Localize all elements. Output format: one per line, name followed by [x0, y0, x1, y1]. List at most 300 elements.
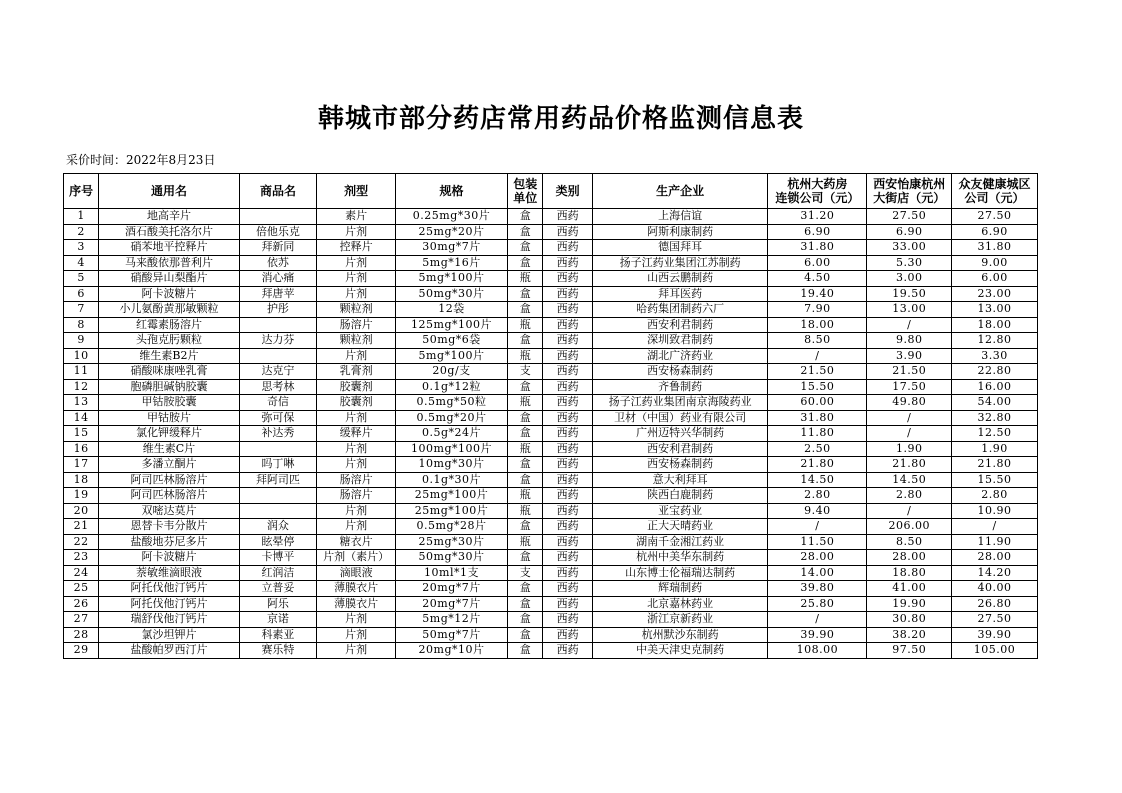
brand-name-cell: 拜新同: [239, 240, 317, 256]
manufacturer-cell: 亚宝药业: [592, 503, 768, 519]
dosage-form-cell: 滴眼液: [317, 565, 396, 581]
category-cell: 西药: [543, 348, 592, 364]
price-xian-yikang-cell: 206.00: [867, 519, 952, 535]
table-row: [64, 240, 1038, 256]
price-zhongyou-health-cell: 22.80: [952, 364, 1038, 380]
dosage-form-cell: 片剂: [317, 224, 396, 240]
specification-cell: 25mg*30片: [396, 534, 508, 550]
manufacturer-cell: 扬子江药业集团江苏制药: [592, 255, 768, 271]
price-zhongyou-health-cell: 3.30: [952, 348, 1038, 364]
manufacturer-cell: 北京嘉林药业: [592, 596, 768, 612]
row-number-cell: 25: [64, 581, 99, 597]
generic-name-cell: 双嘧达莫片: [99, 503, 239, 519]
generic-name-cell: 头孢克肟颗粒: [99, 333, 239, 349]
price-hangzhou-pharmacy-cell: 39.80: [768, 581, 867, 597]
price-xian-yikang-cell: /: [867, 410, 952, 426]
package-unit-cell: 瓶: [508, 503, 543, 519]
row-number-cell: 3: [64, 240, 99, 256]
brand-name-cell: 达克宁: [239, 364, 317, 380]
price-zhongyou-health-cell: 11.90: [952, 534, 1038, 550]
table-row: [64, 627, 1038, 643]
specification-cell: 20mg*7片: [396, 581, 508, 597]
column-header: 西安怡康杭州 大街店（元）: [867, 174, 952, 209]
dosage-form-cell: 薄膜衣片: [317, 596, 396, 612]
specification-cell: 5mg*100片: [396, 348, 508, 364]
column-header: 通用名: [99, 174, 239, 209]
price-zhongyou-health-cell: 14.20: [952, 565, 1038, 581]
manufacturer-cell: 西安利君制药: [592, 441, 768, 457]
price-hangzhou-pharmacy-cell: 18.00: [768, 317, 867, 333]
package-unit-cell: 盒: [508, 519, 543, 535]
package-unit-cell: 盒: [508, 550, 543, 566]
specification-cell: 10ml*1支: [396, 565, 508, 581]
category-cell: 西药: [543, 302, 592, 318]
row-number-cell: 11: [64, 364, 99, 380]
generic-name-cell: 地高辛片: [99, 209, 239, 225]
brand-name-cell: 达力芬: [239, 333, 317, 349]
generic-name-cell: 瑞舒伐他汀钙片: [99, 612, 239, 628]
price-table: [63, 173, 1038, 659]
specification-cell: 5mg*100片: [396, 271, 508, 287]
dosage-form-cell: 片剂（素片）: [317, 550, 396, 566]
dosage-form-cell: 颗粒剂: [317, 333, 396, 349]
specification-cell: 10mg*30片: [396, 457, 508, 473]
category-cell: 西药: [543, 643, 592, 659]
package-unit-cell: 盒: [508, 581, 543, 597]
generic-name-cell: 维生素C片: [99, 441, 239, 457]
category-cell: 西药: [543, 286, 592, 302]
brand-name-cell: 消心痛: [239, 271, 317, 287]
price-xian-yikang-cell: 2.80: [867, 488, 952, 504]
dosage-form-cell: 肠溶片: [317, 488, 396, 504]
category-cell: 西药: [543, 581, 592, 597]
manufacturer-cell: 西安利君制药: [592, 317, 768, 333]
dosage-form-cell: 缓释片: [317, 426, 396, 442]
package-unit-cell: 盒: [508, 302, 543, 318]
price-hangzhou-pharmacy-cell: 60.00: [768, 395, 867, 411]
brand-name-cell: 阿乐: [239, 596, 317, 612]
manufacturer-cell: 上海信谊: [592, 209, 768, 225]
specification-cell: 5mg*12片: [396, 612, 508, 628]
row-number-cell: 9: [64, 333, 99, 349]
price-zhongyou-health-cell: 39.90: [952, 627, 1038, 643]
row-number-cell: 23: [64, 550, 99, 566]
row-number-cell: 29: [64, 643, 99, 659]
package-unit-cell: 盒: [508, 286, 543, 302]
generic-name-cell: 多潘立酮片: [99, 457, 239, 473]
brand-name-cell: 赛乐特: [239, 643, 317, 659]
package-unit-cell: 盒: [508, 596, 543, 612]
price-xian-yikang-cell: 1.90: [867, 441, 952, 457]
price-zhongyou-health-cell: 31.80: [952, 240, 1038, 256]
dosage-form-cell: 片剂: [317, 503, 396, 519]
specification-cell: 50mg*6袋: [396, 333, 508, 349]
row-number-cell: 12: [64, 379, 99, 395]
dosage-form-cell: 片剂: [317, 410, 396, 426]
table-row: [64, 457, 1038, 473]
manufacturer-cell: 陕西白鹿制药: [592, 488, 768, 504]
price-xian-yikang-cell: 5.30: [867, 255, 952, 271]
table-row: [64, 519, 1038, 535]
package-unit-cell: 盒: [508, 333, 543, 349]
price-xian-yikang-cell: 14.50: [867, 472, 952, 488]
category-cell: 西药: [543, 503, 592, 519]
manufacturer-cell: 湖北广济药业: [592, 348, 768, 364]
manufacturer-cell: 中美天津史克制药: [592, 643, 768, 659]
specification-cell: 0.5mg*50粒: [396, 395, 508, 411]
dosage-form-cell: 片剂: [317, 612, 396, 628]
package-unit-cell: 盒: [508, 643, 543, 659]
price-hangzhou-pharmacy-cell: 7.90: [768, 302, 867, 318]
generic-name-cell: 胞磷胆碱钠胶囊: [99, 379, 239, 395]
price-hangzhou-pharmacy-cell: 39.90: [768, 627, 867, 643]
table-row: [64, 379, 1038, 395]
dosage-form-cell: 片剂: [317, 255, 396, 271]
price-xian-yikang-cell: 21.80: [867, 457, 952, 473]
package-unit-cell: 盒: [508, 240, 543, 256]
price-zhongyou-health-cell: 26.80: [952, 596, 1038, 612]
dosage-form-cell: 片剂: [317, 457, 396, 473]
table-row: [64, 565, 1038, 581]
price-xian-yikang-cell: 21.50: [867, 364, 952, 380]
price-xian-yikang-cell: 19.50: [867, 286, 952, 302]
price-xian-yikang-cell: 13.00: [867, 302, 952, 318]
brand-name-cell: [239, 209, 317, 225]
package-unit-cell: 瓶: [508, 348, 543, 364]
manufacturer-cell: 山西云鹏制药: [592, 271, 768, 287]
specification-cell: 100mg*100片: [396, 441, 508, 457]
price-zhongyou-health-cell: 27.50: [952, 612, 1038, 628]
brand-name-cell: 卡博平: [239, 550, 317, 566]
table-row: [64, 488, 1038, 504]
package-unit-cell: 盒: [508, 612, 543, 628]
price-xian-yikang-cell: /: [867, 503, 952, 519]
dosage-form-cell: 片剂: [317, 519, 396, 535]
brand-name-cell: 思考林: [239, 379, 317, 395]
dosage-form-cell: 乳膏剂: [317, 364, 396, 380]
generic-name-cell: 阿托伐他汀钙片: [99, 581, 239, 597]
price-zhongyou-health-cell: 54.00: [952, 395, 1038, 411]
manufacturer-cell: 浙江京新药业: [592, 612, 768, 628]
price-hangzhou-pharmacy-cell: 14.00: [768, 565, 867, 581]
package-unit-cell: 盒: [508, 426, 543, 442]
specification-cell: 12袋: [396, 302, 508, 318]
package-unit-cell: 瓶: [508, 271, 543, 287]
dosage-form-cell: 片剂: [317, 271, 396, 287]
generic-name-cell: 恩替卡韦分散片: [99, 519, 239, 535]
generic-name-cell: 氯化钾缓释片: [99, 426, 239, 442]
generic-name-cell: 阿托伐他汀钙片: [99, 596, 239, 612]
row-number-cell: 14: [64, 410, 99, 426]
row-number-cell: 24: [64, 565, 99, 581]
generic-name-cell: 小儿氨酚黄那敏颗粒: [99, 302, 239, 318]
price-zhongyou-health-cell: 1.90: [952, 441, 1038, 457]
brand-name-cell: [239, 348, 317, 364]
specification-cell: 125mg*100片: [396, 317, 508, 333]
row-number-cell: 1: [64, 209, 99, 225]
dosage-form-cell: 颗粒剂: [317, 302, 396, 318]
specification-cell: 25mg*100片: [396, 488, 508, 504]
brand-name-cell: 护彤: [239, 302, 317, 318]
package-unit-cell: 盒: [508, 410, 543, 426]
price-hangzhou-pharmacy-cell: 31.80: [768, 240, 867, 256]
dosage-form-cell: 糖衣片: [317, 534, 396, 550]
category-cell: 西药: [543, 612, 592, 628]
price-xian-yikang-cell: 41.00: [867, 581, 952, 597]
price-xian-yikang-cell: 49.80: [867, 395, 952, 411]
price-xian-yikang-cell: /: [867, 426, 952, 442]
price-hangzhou-pharmacy-cell: 31.20: [768, 209, 867, 225]
generic-name-cell: 硝酸异山梨酯片: [99, 271, 239, 287]
generic-name-cell: 阿卡波糖片: [99, 550, 239, 566]
manufacturer-cell: 山东博士伦福瑞达制药: [592, 565, 768, 581]
price-zhongyou-health-cell: 12.50: [952, 426, 1038, 442]
table-row: [64, 317, 1038, 333]
specification-cell: 20g/支: [396, 364, 508, 380]
table-row: [64, 503, 1038, 519]
category-cell: 西药: [543, 333, 592, 349]
generic-name-cell: 酒石酸美托洛尔片: [99, 224, 239, 240]
specification-cell: 50mg*7片: [396, 627, 508, 643]
package-unit-cell: 盒: [508, 457, 543, 473]
category-cell: 西药: [543, 209, 592, 225]
manufacturer-cell: 西安杨森制药: [592, 364, 768, 380]
manufacturer-cell: 杭州中美华东制药: [592, 550, 768, 566]
price-xian-yikang-cell: 28.00: [867, 550, 952, 566]
price-hangzhou-pharmacy-cell: 4.50: [768, 271, 867, 287]
price-zhongyou-health-cell: 23.00: [952, 286, 1038, 302]
column-header: 剂型: [317, 174, 396, 209]
specification-cell: 20mg*10片: [396, 643, 508, 659]
price-hangzhou-pharmacy-cell: 31.80: [768, 410, 867, 426]
category-cell: 西药: [543, 596, 592, 612]
price-hangzhou-pharmacy-cell: 21.50: [768, 364, 867, 380]
price-zhongyou-health-cell: 15.50: [952, 472, 1038, 488]
table-row: [64, 255, 1038, 271]
brand-name-cell: 拜唐苹: [239, 286, 317, 302]
row-number-cell: 16: [64, 441, 99, 457]
specification-cell: 0.5mg*20片: [396, 410, 508, 426]
price-xian-yikang-cell: 3.90: [867, 348, 952, 364]
price-hangzhou-pharmacy-cell: /: [768, 612, 867, 628]
row-number-cell: 19: [64, 488, 99, 504]
manufacturer-cell: 正大天晴药业: [592, 519, 768, 535]
generic-name-cell: 甲钴胺胶囊: [99, 395, 239, 411]
category-cell: 西药: [543, 565, 592, 581]
category-cell: 西药: [543, 364, 592, 380]
dosage-form-cell: 片剂: [317, 286, 396, 302]
generic-name-cell: 硝苯地平控释片: [99, 240, 239, 256]
brand-name-cell: [239, 488, 317, 504]
brand-name-cell: 吗丁啉: [239, 457, 317, 473]
generic-name-cell: 阿司匹林肠溶片: [99, 488, 239, 504]
category-cell: 西药: [543, 224, 592, 240]
dosage-form-cell: 肠溶片: [317, 317, 396, 333]
category-cell: 西药: [543, 379, 592, 395]
table-row: [64, 441, 1038, 457]
package-unit-cell: 盒: [508, 255, 543, 271]
brand-name-cell: [239, 317, 317, 333]
generic-name-cell: 盐酸地芬尼多片: [99, 534, 239, 550]
price-hangzhou-pharmacy-cell: 14.50: [768, 472, 867, 488]
price-hangzhou-pharmacy-cell: 6.90: [768, 224, 867, 240]
price-zhongyou-health-cell: 105.00: [952, 643, 1038, 659]
brand-name-cell: 润众: [239, 519, 317, 535]
category-cell: 西药: [543, 627, 592, 643]
brand-name-cell: 京诺: [239, 612, 317, 628]
row-number-cell: 13: [64, 395, 99, 411]
generic-name-cell: 硝酸咪康唑乳膏: [99, 364, 239, 380]
dosage-form-cell: 胶囊剂: [317, 395, 396, 411]
row-number-cell: 17: [64, 457, 99, 473]
package-unit-cell: 瓶: [508, 441, 543, 457]
row-number-cell: 21: [64, 519, 99, 535]
table-row: [64, 534, 1038, 550]
generic-name-cell: 甲钴胺片: [99, 410, 239, 426]
price-hangzhou-pharmacy-cell: 8.50: [768, 333, 867, 349]
price-xian-yikang-cell: 9.80: [867, 333, 952, 349]
specification-cell: 20mg*7片: [396, 596, 508, 612]
price-xian-yikang-cell: 8.50: [867, 534, 952, 550]
price-xian-yikang-cell: 30.80: [867, 612, 952, 628]
price-zhongyou-health-cell: 16.00: [952, 379, 1038, 395]
column-header: 商品名: [239, 174, 317, 209]
price-zhongyou-health-cell: 21.80: [952, 457, 1038, 473]
dosage-form-cell: 肠溶片: [317, 472, 396, 488]
price-xian-yikang-cell: 3.00: [867, 271, 952, 287]
row-number-cell: 22: [64, 534, 99, 550]
package-unit-cell: 盒: [508, 224, 543, 240]
brand-name-cell: 科素亚: [239, 627, 317, 643]
price-xian-yikang-cell: 19.90: [867, 596, 952, 612]
price-xian-yikang-cell: 38.20: [867, 627, 952, 643]
generic-name-cell: 马来酸依那普利片: [99, 255, 239, 271]
table-row: [64, 581, 1038, 597]
row-number-cell: 15: [64, 426, 99, 442]
brand-name-cell: 红润洁: [239, 565, 317, 581]
manufacturer-cell: 湖南千金湘江药业: [592, 534, 768, 550]
generic-name-cell: 萘敏维滴眼液: [99, 565, 239, 581]
manufacturer-cell: 辉瑞制药: [592, 581, 768, 597]
price-xian-yikang-cell: 97.50: [867, 643, 952, 659]
price-hangzhou-pharmacy-cell: 6.00: [768, 255, 867, 271]
price-hangzhou-pharmacy-cell: 9.40: [768, 503, 867, 519]
manufacturer-cell: 深圳致君制药: [592, 333, 768, 349]
row-number-cell: 7: [64, 302, 99, 318]
price-xian-yikang-cell: 18.80: [867, 565, 952, 581]
package-unit-cell: 瓶: [508, 488, 543, 504]
manufacturer-cell: 扬子江药业集团南京海陵药业: [592, 395, 768, 411]
package-unit-cell: 瓶: [508, 395, 543, 411]
generic-name-cell: 氯沙坦钾片: [99, 627, 239, 643]
specification-cell: 50mg*30片: [396, 286, 508, 302]
table-row: [64, 395, 1038, 411]
brand-name-cell: [239, 503, 317, 519]
dosage-form-cell: 控释片: [317, 240, 396, 256]
price-zhongyou-health-cell: 12.80: [952, 333, 1038, 349]
price-hangzhou-pharmacy-cell: /: [768, 519, 867, 535]
specification-cell: 0.5mg*28片: [396, 519, 508, 535]
specification-cell: 25mg*20片: [396, 224, 508, 240]
price-hangzhou-pharmacy-cell: 108.00: [768, 643, 867, 659]
price-hangzhou-pharmacy-cell: /: [768, 348, 867, 364]
specification-cell: 0.1g*30片: [396, 472, 508, 488]
category-cell: 西药: [543, 240, 592, 256]
specification-cell: 0.5g*24片: [396, 426, 508, 442]
package-unit-cell: 瓶: [508, 317, 543, 333]
price-zhongyou-health-cell: 13.00: [952, 302, 1038, 318]
price-xian-yikang-cell: /: [867, 317, 952, 333]
category-cell: 西药: [543, 550, 592, 566]
table-row: [64, 333, 1038, 349]
table-row: [64, 348, 1038, 364]
row-number-cell: 4: [64, 255, 99, 271]
manufacturer-cell: 卫材（中国）药业有限公司: [592, 410, 768, 426]
manufacturer-cell: 广州迈特兴华制药: [592, 426, 768, 442]
manufacturer-cell: 齐鲁制药: [592, 379, 768, 395]
row-number-cell: 28: [64, 627, 99, 643]
category-cell: 西药: [543, 426, 592, 442]
brand-name-cell: 奇信: [239, 395, 317, 411]
price-hangzhou-pharmacy-cell: 25.80: [768, 596, 867, 612]
manufacturer-cell: 阿斯利康制药: [592, 224, 768, 240]
row-number-cell: 6: [64, 286, 99, 302]
manufacturer-cell: 拜耳医药: [592, 286, 768, 302]
generic-name-cell: 维生素B2片: [99, 348, 239, 364]
price-zhongyou-health-cell: /: [952, 519, 1038, 535]
price-hangzhou-pharmacy-cell: 28.00: [768, 550, 867, 566]
table-row: [64, 612, 1038, 628]
price-zhongyou-health-cell: 2.80: [952, 488, 1038, 504]
price-hangzhou-pharmacy-cell: 19.40: [768, 286, 867, 302]
row-number-cell: 18: [64, 472, 99, 488]
category-cell: 西药: [543, 534, 592, 550]
specification-cell: 0.25mg*30片: [396, 209, 508, 225]
price-zhongyou-health-cell: 28.00: [952, 550, 1038, 566]
price-zhongyou-health-cell: 6.90: [952, 224, 1038, 240]
package-unit-cell: 瓶: [508, 534, 543, 550]
price-xian-yikang-cell: 17.50: [867, 379, 952, 395]
category-cell: 西药: [543, 441, 592, 457]
row-number-cell: 8: [64, 317, 99, 333]
brand-name-cell: 拜阿司匹: [239, 472, 317, 488]
row-number-cell: 2: [64, 224, 99, 240]
table-row: [64, 596, 1038, 612]
row-number-cell: 26: [64, 596, 99, 612]
price-xian-yikang-cell: 33.00: [867, 240, 952, 256]
package-unit-cell: 盒: [508, 209, 543, 225]
price-xian-yikang-cell: 6.90: [867, 224, 952, 240]
category-cell: 西药: [543, 519, 592, 535]
manufacturer-cell: 西安杨森制药: [592, 457, 768, 473]
category-cell: 西药: [543, 395, 592, 411]
dosage-form-cell: 胶囊剂: [317, 379, 396, 395]
specification-cell: 0.1g*12粒: [396, 379, 508, 395]
generic-name-cell: 红霉素肠溶片: [99, 317, 239, 333]
column-header: 序号: [64, 174, 99, 209]
category-cell: 西药: [543, 488, 592, 504]
brand-name-cell: [239, 441, 317, 457]
generic-name-cell: 阿卡波糖片: [99, 286, 239, 302]
manufacturer-cell: 德国拜耳: [592, 240, 768, 256]
column-header: 规格: [396, 174, 508, 209]
brand-name-cell: 立普妥: [239, 581, 317, 597]
specification-cell: 25mg*100片: [396, 503, 508, 519]
manufacturer-cell: 哈药集团制药六厂: [592, 302, 768, 318]
table-row: [64, 224, 1038, 240]
category-cell: 西药: [543, 255, 592, 271]
manufacturer-cell: 杭州默沙东制药: [592, 627, 768, 643]
